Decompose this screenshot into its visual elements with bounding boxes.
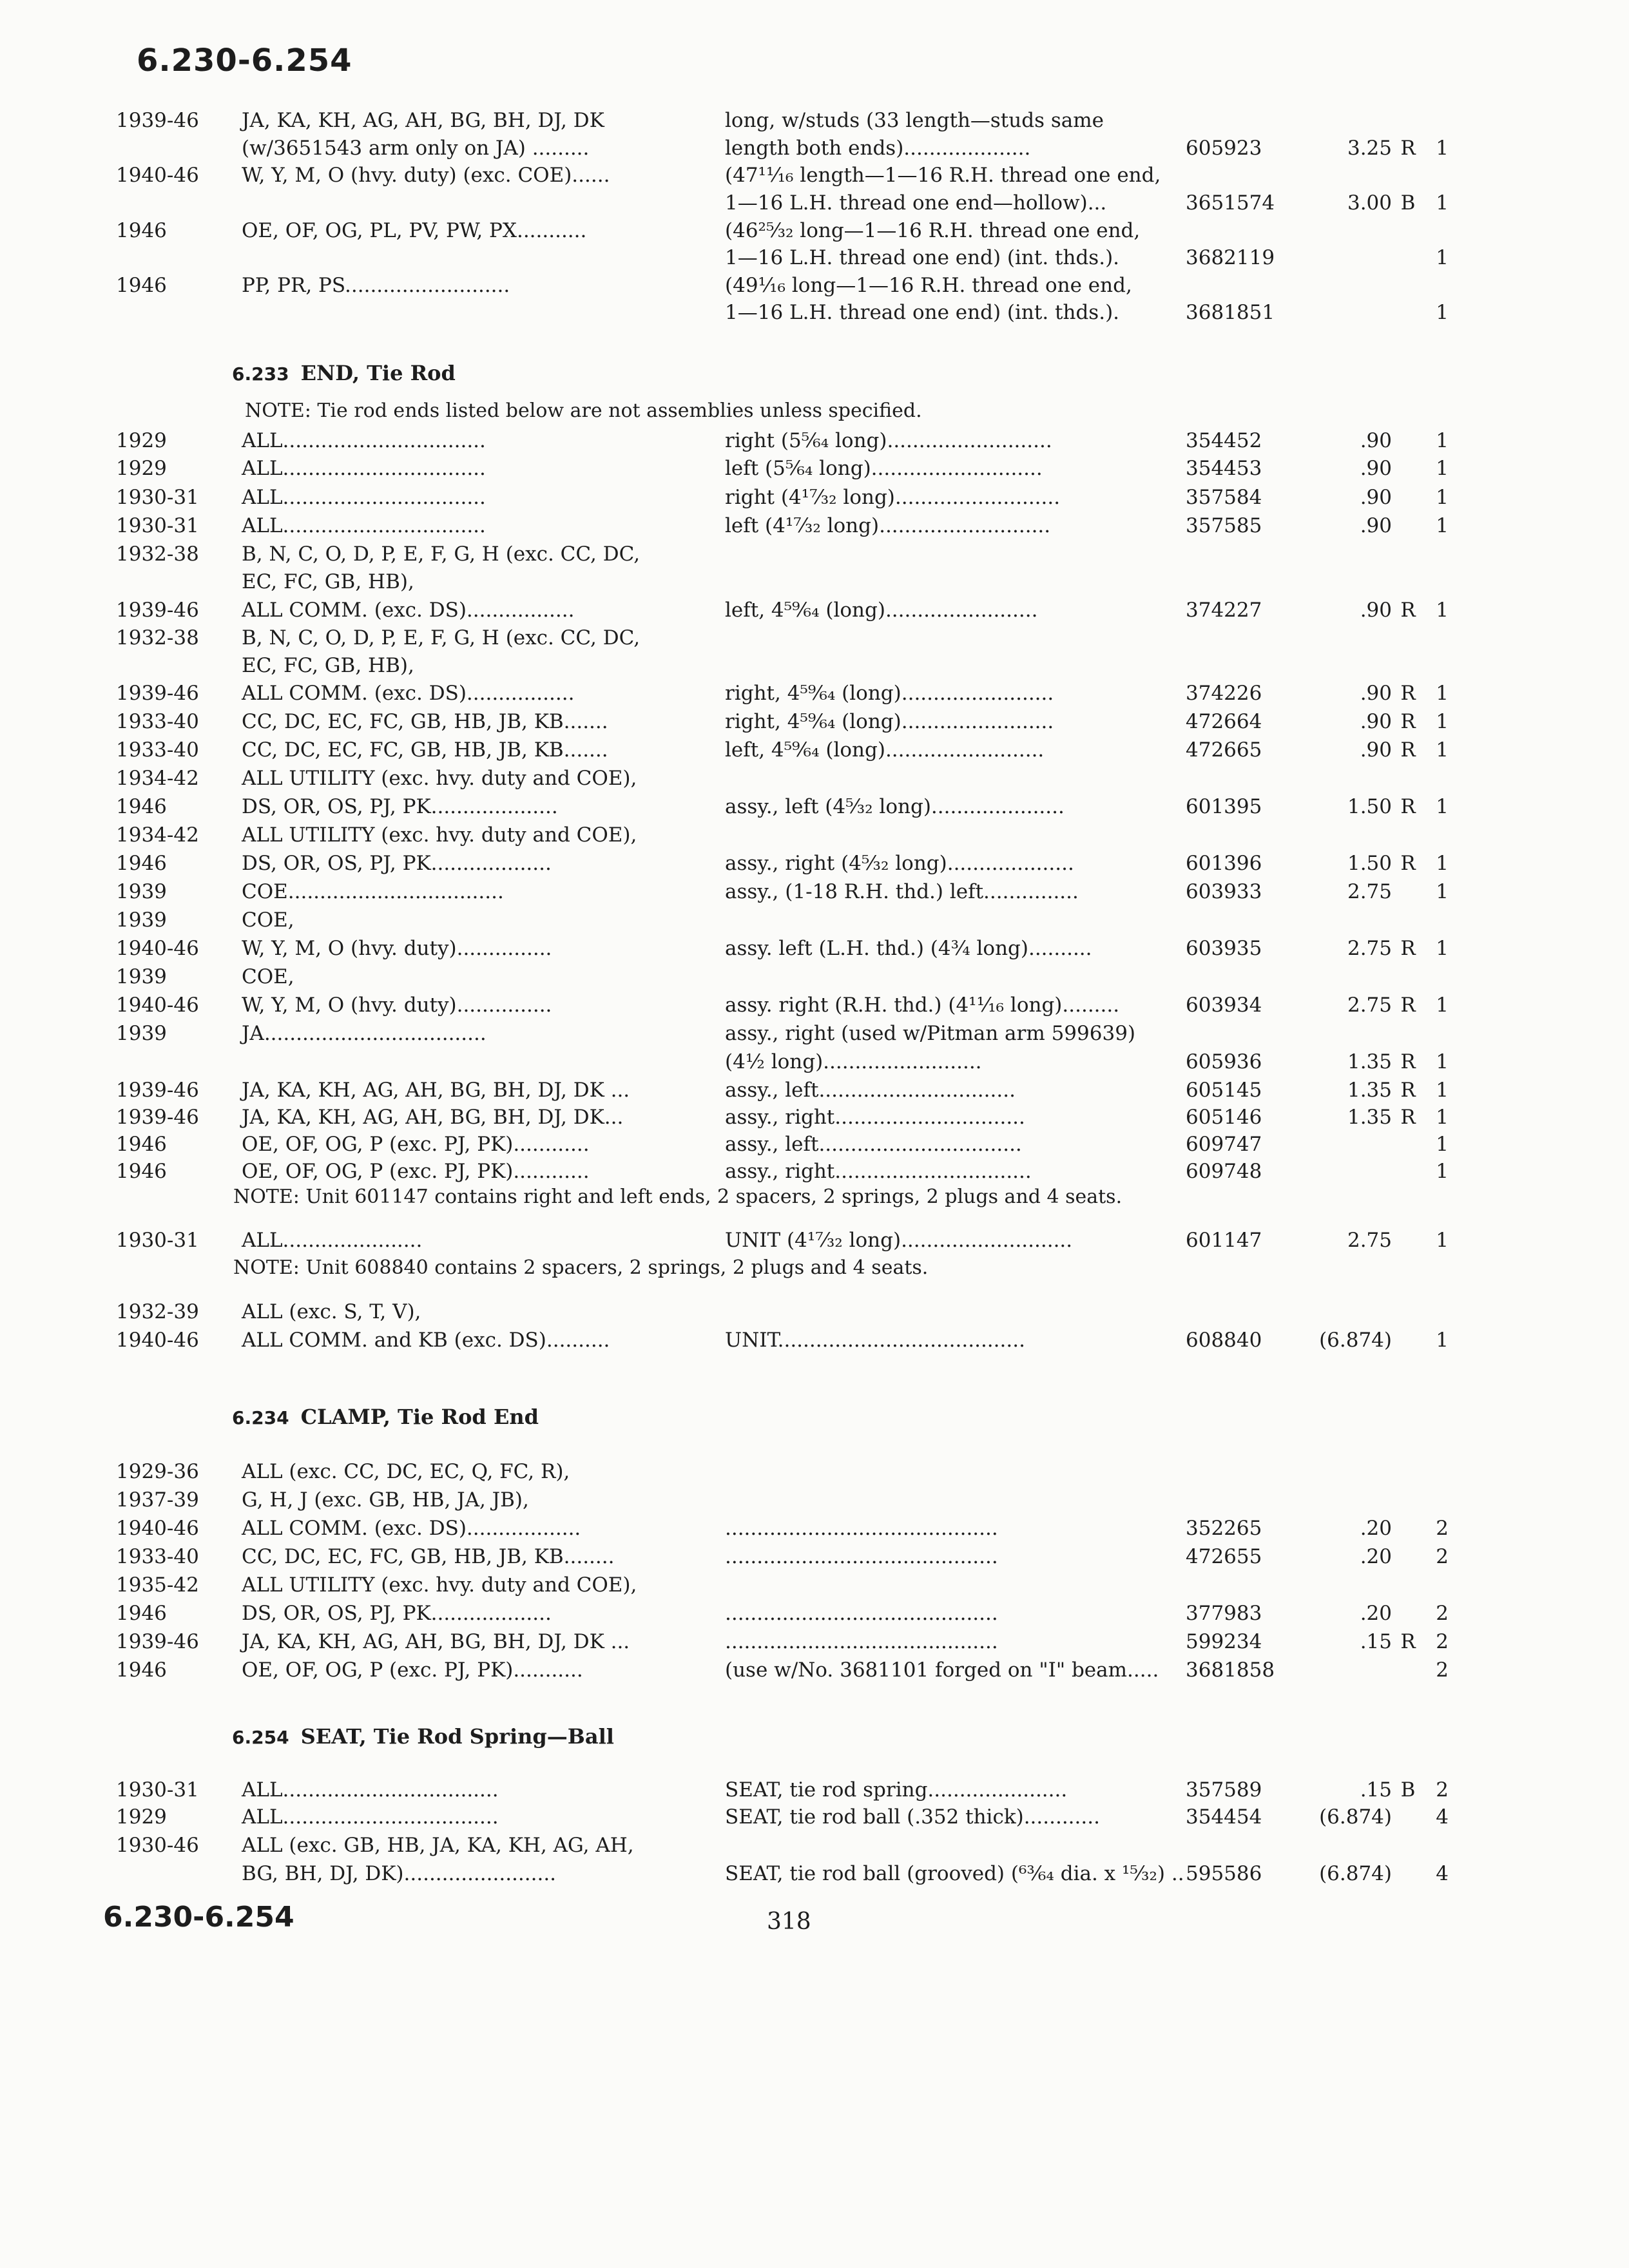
part-number-cell: 599234: [1186, 1630, 1262, 1653]
parts-row: [0, 1326, 1629, 1354]
parts-row: [0, 1860, 1629, 1888]
description-cell: assy., right...............................: [725, 1160, 1032, 1183]
year-cell: 1933-40: [116, 710, 199, 733]
part-number-cell: 605145: [1186, 1079, 1262, 1102]
note-text: NOTE: Unit 608840 contains 2 spacers, 2 springs, 2 plugs and 4 seats.: [233, 1256, 929, 1279]
parts-row: [0, 512, 1629, 540]
description-cell: assy. right (R.H. thd.) (4¹¹⁄₁₆ long).........: [725, 994, 1120, 1017]
parts-row: [0, 134, 1629, 162]
quantity-cell: 1: [1436, 795, 1449, 818]
page-footer: 6.230-6.254: [103, 1901, 294, 1934]
description-cell: left (4¹⁷⁄₃₂ long)...........................: [725, 514, 1051, 537]
year-cell: 1933-40: [116, 1545, 199, 1568]
models-cell: ALL UTILITY (exc. hvy. duty and COE),: [242, 767, 637, 790]
description-cell: assy., right (used w/Pitman arm 599639): [725, 1022, 1136, 1045]
year-cell: 1946: [116, 795, 167, 818]
year-cell: 1946: [116, 1160, 167, 1183]
year-cell: 1930-46: [116, 1834, 199, 1857]
price-cell: .15: [1360, 1630, 1392, 1653]
year-cell: 1940-46: [116, 164, 199, 187]
models-cell: DS, OR, OS, PJ, PK...................: [242, 1602, 552, 1625]
description-cell: assy., (1-18 R.H. thd.) left...............: [725, 880, 1079, 903]
parts-row: [0, 1130, 1629, 1158]
description-cell: right, 4⁵⁹⁄₆₄ (long)........................: [725, 710, 1054, 733]
models-cell: ALL (exc. GB, HB, JA, KA, KH, AG, AH,: [242, 1834, 634, 1857]
parts-row: [0, 427, 1629, 455]
part-number-cell: 357589: [1186, 1778, 1262, 1802]
description-cell: right (5⁵⁄₆₄ long)..........................: [725, 429, 1052, 452]
models-cell: JA, KA, KH, AG, AH, BG, BH, DJ, DK...: [242, 1106, 624, 1129]
models-cell: PP, PR, PS..........................: [242, 274, 510, 297]
quantity-cell: 1: [1436, 1160, 1449, 1183]
quantity-cell: 1: [1436, 486, 1449, 509]
code-cell: R: [1400, 1630, 1416, 1653]
description-cell: left, 4⁵⁹⁄₆₄ (long)........................: [725, 599, 1038, 622]
price-cell: 1.35: [1347, 1106, 1392, 1129]
year-cell: 1939-46: [116, 599, 199, 622]
description-cell: long, w/studs (33 length—studs same: [725, 109, 1104, 132]
parts-row: [0, 849, 1629, 878]
note-text: NOTE: Tie rod ends listed below are not assemblies unless specified.: [245, 399, 922, 422]
price-cell: .20: [1360, 1545, 1392, 1568]
models-cell: ALL COMM. (exc. DS).................: [242, 682, 575, 705]
quantity-cell: 1: [1436, 1229, 1449, 1252]
parts-row: [0, 1486, 1629, 1514]
models-cell: W, Y, M, O (hvy. duty) (exc. COE)......: [242, 164, 610, 187]
parts-row: [0, 106, 1629, 135]
year-cell: 1939-46: [116, 109, 199, 132]
quantity-cell: 1: [1436, 994, 1449, 1017]
models-cell: BG, BH, DJ, DK)........................: [242, 1862, 557, 1885]
parts-row: [0, 878, 1629, 906]
section-title-text: CLAMP, Tie Rod End: [300, 1405, 539, 1429]
parts-row: [0, 1514, 1629, 1542]
parts-row: [0, 1656, 1629, 1684]
year-cell: 1940-46: [116, 1517, 199, 1540]
year-cell: 1939-46: [116, 682, 199, 705]
price-cell: 1.50: [1347, 852, 1392, 875]
price-cell: 1.50: [1347, 795, 1392, 818]
quantity-cell: 1: [1436, 710, 1449, 733]
part-number-cell: 605146: [1186, 1106, 1262, 1129]
part-number-cell: 374227: [1186, 599, 1262, 622]
year-cell: 1929: [116, 429, 167, 452]
models-cell: CC, DC, EC, FC, GB, HB, JB, KB.......: [242, 738, 608, 762]
code-cell: R: [1400, 137, 1416, 160]
year-cell: 1929: [116, 457, 167, 480]
parts-row: [0, 1103, 1629, 1131]
models-cell: ALL (exc. CC, DC, EC, Q, FC, R),: [242, 1460, 570, 1483]
part-number-cell: 3682119: [1186, 246, 1275, 269]
code-cell: R: [1400, 795, 1416, 818]
parts-row: [0, 454, 1629, 483]
quantity-cell: 1: [1436, 1106, 1449, 1129]
year-cell: 1946: [116, 852, 167, 875]
part-number-cell: 608840: [1186, 1329, 1262, 1352]
parts-row: [0, 991, 1629, 1019]
models-cell: ALL..................................: [242, 1778, 499, 1802]
section-number: 6.234: [232, 1407, 289, 1428]
code-cell: R: [1400, 1050, 1416, 1073]
parts-row: [0, 1831, 1629, 1860]
parts-row: [0, 244, 1629, 272]
part-number-cell: 605923: [1186, 137, 1262, 160]
description-cell: assy., right (4⁵⁄₃₂ long)....................: [725, 852, 1074, 875]
quantity-cell: 1: [1436, 880, 1449, 903]
description-cell: ...........................................: [725, 1630, 998, 1653]
models-cell: JA, KA, KH, AG, AH, BG, BH, DJ, DK ...: [242, 1630, 630, 1653]
models-cell: CC, DC, EC, FC, GB, HB, JB, KB........: [242, 1545, 615, 1568]
part-number-cell: 472664: [1186, 710, 1262, 733]
year-cell: 1937-39: [116, 1488, 199, 1512]
description-cell: (49¹⁄₁₆ long—1—16 R.H. thread one end,: [725, 274, 1132, 297]
description-cell: assy. left (L.H. thd.) (4³⁄₄ long)..........: [725, 937, 1092, 960]
section-heading: [232, 1724, 614, 1749]
price-cell: .90: [1360, 429, 1392, 452]
price-cell: .90: [1360, 738, 1392, 762]
year-cell: 1930-31: [116, 1778, 199, 1802]
quantity-cell: 1: [1436, 514, 1449, 537]
description-cell: SEAT, tie rod ball (grooved) (⁶³⁄₆₄ dia. x ¹⁵⁄₃₂) ..: [725, 1862, 1184, 1885]
description-cell: right, 4⁵⁹⁄₆₄ (long)........................: [725, 682, 1054, 705]
year-cell: 1940-46: [116, 994, 199, 1017]
parts-row: [0, 568, 1629, 596]
models-cell: W, Y, M, O (hvy. duty)...............: [242, 994, 552, 1017]
models-cell: OE, OF, OG, P (exc. PJ, PK)............: [242, 1133, 590, 1156]
quantity-cell: 1: [1436, 1133, 1449, 1156]
description-cell: left, 4⁵⁹⁄₆₄ (long).........................: [725, 738, 1045, 762]
section-title-text: END, Tie Rod: [300, 361, 456, 385]
description-cell: 1—16 L.H. thread one end) (int. thds.).: [725, 301, 1120, 324]
models-cell: ALL................................: [242, 514, 486, 537]
models-cell: ALL................................: [242, 429, 486, 452]
models-cell: G, H, J (exc. GB, HB, JA, JB),: [242, 1488, 529, 1512]
quantity-cell: 1: [1436, 599, 1449, 622]
parts-row: [0, 764, 1629, 793]
description-cell: 1—16 L.H. thread one end—hollow)...: [725, 191, 1107, 215]
quantity-cell: 2: [1436, 1545, 1449, 1568]
models-cell: OE, OF, OG, P (exc. PJ, PK)...........: [242, 1658, 583, 1682]
price-cell: .90: [1360, 710, 1392, 733]
quantity-cell: 4: [1436, 1805, 1449, 1829]
price-cell: .90: [1360, 514, 1392, 537]
year-cell: 1934-42: [116, 767, 199, 790]
models-cell: ALL COMM. (exc. DS).................: [242, 599, 575, 622]
description-cell: assy., left................................: [725, 1133, 1022, 1156]
price-cell: .20: [1360, 1517, 1392, 1540]
price-cell: .90: [1360, 682, 1392, 705]
code-cell: B: [1400, 1778, 1416, 1802]
description-cell: assy., right..............................: [725, 1106, 1025, 1129]
parts-row: [0, 821, 1629, 849]
section-title-text: SEAT, Tie Rod Spring—Ball: [300, 1724, 614, 1749]
models-cell: ALL UTILITY (exc. hvy. duty and COE),: [242, 1573, 637, 1597]
parts-row: [0, 707, 1629, 736]
year-cell: 1939: [116, 965, 167, 988]
parts-row: [0, 1628, 1629, 1656]
price-cell: (6.874): [1319, 1805, 1392, 1829]
description-cell: ...........................................: [725, 1602, 998, 1625]
models-cell: ALL COMM. (exc. DS)..................: [242, 1517, 581, 1540]
code-cell: R: [1400, 682, 1416, 705]
models-cell: ALL................................: [242, 457, 486, 480]
models-cell: ALL (exc. S, T, V),: [242, 1300, 421, 1323]
part-number-cell: 354454: [1186, 1805, 1262, 1829]
year-cell: 1929: [116, 1805, 167, 1829]
models-cell: ALL......................: [242, 1229, 423, 1252]
models-cell: (w/3651543 arm only on JA) .........: [242, 137, 590, 160]
models-cell: COE,: [242, 908, 294, 932]
models-cell: B, N, C, O, D, P, E, F, G, H (exc. CC, DC,: [242, 543, 641, 566]
price-cell: 1.35: [1347, 1050, 1392, 1073]
year-cell: 1930-31: [116, 486, 199, 509]
models-cell: OE, OF, OG, P (exc. PJ, PK)............: [242, 1160, 590, 1183]
price-cell: .15: [1360, 1778, 1392, 1802]
part-number-cell: 601147: [1186, 1229, 1262, 1252]
part-number-cell: 3681858: [1186, 1658, 1275, 1682]
section-number: 6.233: [232, 363, 289, 385]
parts-row: [0, 540, 1629, 568]
year-cell: 1932-38: [116, 626, 199, 649]
models-cell: COE,: [242, 965, 294, 988]
code-cell: R: [1400, 994, 1416, 1017]
quantity-cell: 2: [1436, 1517, 1449, 1540]
part-number-cell: 472665: [1186, 738, 1262, 762]
description-cell: assy., left (4⁵⁄₃₂ long).....................: [725, 795, 1065, 818]
parts-row: [0, 736, 1629, 764]
models-cell: ALL COMM. and KB (exc. DS)..........: [242, 1329, 610, 1352]
description-cell: 1—16 L.H. thread one end) (int. thds.).: [725, 246, 1120, 269]
price-cell: .20: [1360, 1602, 1392, 1625]
part-number-cell: 3681851: [1186, 301, 1275, 324]
part-number-cell: 603935: [1186, 937, 1262, 960]
price-cell: (6.874): [1319, 1862, 1392, 1885]
models-cell: COE..................................: [242, 880, 504, 903]
year-cell: 1946: [116, 1133, 167, 1156]
quantity-cell: 1: [1436, 457, 1449, 480]
year-cell: 1939: [116, 1022, 167, 1045]
models-cell: ALL..................................: [242, 1805, 499, 1829]
parts-row: [0, 679, 1629, 707]
year-cell: 1946: [116, 1658, 167, 1682]
code-cell: R: [1400, 937, 1416, 960]
section-heading: [232, 361, 456, 385]
code-cell: B: [1400, 191, 1416, 215]
quantity-cell: 2: [1436, 1602, 1449, 1625]
part-number-cell: 595586: [1186, 1862, 1262, 1885]
quantity-cell: 1: [1436, 852, 1449, 875]
parts-row: [0, 1298, 1629, 1326]
year-cell: 1929-36: [116, 1460, 199, 1483]
parts-row: [0, 963, 1629, 991]
price-cell: .90: [1360, 486, 1392, 509]
part-number-cell: 374226: [1186, 682, 1262, 705]
parts-row: [0, 1019, 1629, 1048]
year-cell: 1932-38: [116, 543, 199, 566]
quantity-cell: 1: [1436, 1329, 1449, 1352]
description-cell: ...........................................: [725, 1517, 998, 1540]
price-cell: 2.75: [1347, 937, 1392, 960]
code-cell: R: [1400, 1106, 1416, 1129]
quantity-cell: 4: [1436, 1862, 1449, 1885]
parts-row: [0, 793, 1629, 821]
parts-row: [0, 1076, 1629, 1104]
parts-row: [0, 1542, 1629, 1571]
year-cell: 1935-42: [116, 1573, 199, 1597]
code-cell: R: [1400, 852, 1416, 875]
parts-row: [0, 596, 1629, 624]
part-number-cell: 603933: [1186, 880, 1262, 903]
year-cell: 1930-31: [116, 514, 199, 537]
description-cell: SEAT, tie rod ball (.352 thick)............: [725, 1805, 1100, 1829]
models-cell: OE, OF, OG, PL, PV, PW, PX...........: [242, 219, 587, 242]
parts-row: [0, 651, 1629, 680]
models-cell: ALL UTILITY (exc. hvy. duty and COE),: [242, 823, 637, 847]
parts-row: [0, 298, 1629, 327]
models-cell: CC, DC, EC, FC, GB, HB, JB, KB.......: [242, 710, 608, 733]
price-cell: 2.75: [1347, 880, 1392, 903]
part-number-cell: 3651574: [1186, 191, 1275, 215]
quantity-cell: 1: [1436, 429, 1449, 452]
part-number-cell: 354453: [1186, 457, 1262, 480]
year-cell: 1939: [116, 908, 167, 932]
parts-row: [0, 934, 1629, 963]
quantity-cell: 1: [1436, 937, 1449, 960]
price-cell: 3.00: [1347, 191, 1392, 215]
year-cell: 1939: [116, 880, 167, 903]
part-number-cell: 609748: [1186, 1160, 1262, 1183]
description-cell: right (4¹⁷⁄₃₂ long)..........................: [725, 486, 1061, 509]
year-cell: 1930-31: [116, 1229, 199, 1252]
parts-row: [0, 1226, 1629, 1254]
models-cell: JA, KA, KH, AG, AH, BG, BH, DJ, DK: [242, 109, 604, 132]
parts-row: [0, 1803, 1629, 1831]
quantity-cell: 1: [1436, 301, 1449, 324]
models-cell: EC, FC, GB, HB),: [242, 570, 414, 593]
year-cell: 1932-39: [116, 1300, 199, 1323]
models-cell: B, N, C, O, D, P, E, F, G, H (exc. CC, DC,: [242, 626, 641, 649]
parts-row: [0, 483, 1629, 512]
price-cell: 2.75: [1347, 1229, 1392, 1252]
price-cell: .90: [1360, 457, 1392, 480]
price-cell: 1.35: [1347, 1079, 1392, 1102]
quantity-cell: 2: [1436, 1630, 1449, 1653]
parts-row: [0, 1157, 1629, 1186]
description-cell: (4¹⁄₂ long).........................: [725, 1050, 982, 1073]
models-cell: W, Y, M, O (hvy. duty)...............: [242, 937, 552, 960]
parts-row: [0, 1457, 1629, 1486]
models-cell: EC, FC, GB, HB),: [242, 654, 414, 677]
quantity-cell: 2: [1436, 1778, 1449, 1802]
description-cell: UNIT (4¹⁷⁄₃₂ long)...........................: [725, 1229, 1073, 1252]
description-cell: (46²⁵⁄₃₂ long—1—16 R.H. thread one end,: [725, 219, 1141, 242]
models-cell: DS, OR, OS, PJ, PK...................: [242, 852, 552, 875]
models-cell: DS, OR, OS, PJ, PK....................: [242, 795, 558, 818]
parts-row: [0, 271, 1629, 300]
part-number-cell: 472655: [1186, 1545, 1262, 1568]
parts-row: [0, 1776, 1629, 1804]
year-cell: 1946: [116, 1602, 167, 1625]
year-cell: 1940-46: [116, 937, 199, 960]
parts-row: [0, 161, 1629, 189]
year-cell: 1939-46: [116, 1079, 199, 1102]
description-cell: left (5⁵⁄₆₄ long)...........................: [725, 457, 1043, 480]
page-number: 318: [767, 1908, 811, 1935]
price-cell: 2.75: [1347, 994, 1392, 1017]
description-cell: (47¹¹⁄₁₆ length—1—16 R.H. thread one end,: [725, 164, 1161, 187]
parts-row: [0, 189, 1629, 217]
page-header: 6.230-6.254: [137, 43, 352, 79]
year-cell: 1940-46: [116, 1329, 199, 1352]
quantity-cell: 1: [1436, 682, 1449, 705]
note-text: NOTE: Unit 601147 contains right and left ends, 2 spacers, 2 springs, 2 plugs and 4 seats.: [233, 1186, 1123, 1208]
part-number-cell: 357585: [1186, 514, 1262, 537]
part-number-cell: 352265: [1186, 1517, 1262, 1540]
price-cell: 3.25: [1347, 137, 1392, 160]
part-number-cell: 609747: [1186, 1133, 1262, 1156]
parts-row: [0, 216, 1629, 245]
parts-row: [0, 1599, 1629, 1628]
quantity-cell: 1: [1436, 137, 1449, 160]
code-cell: R: [1400, 599, 1416, 622]
code-cell: R: [1400, 1079, 1416, 1102]
description-cell: assy., left...............................: [725, 1079, 1016, 1102]
description-cell: UNIT.......................................: [725, 1329, 1025, 1352]
part-number-cell: 377983: [1186, 1602, 1262, 1625]
code-cell: R: [1400, 710, 1416, 733]
description-cell: length both ends)....................: [725, 137, 1031, 160]
section-heading: [232, 1405, 539, 1429]
description-cell: (use w/No. 3681101 forged on "I" beam.....: [725, 1658, 1159, 1682]
part-number-cell: 357584: [1186, 486, 1262, 509]
quantity-cell: 2: [1436, 1658, 1449, 1682]
part-number-cell: 601396: [1186, 852, 1262, 875]
part-number-cell: 601395: [1186, 795, 1262, 818]
year-cell: 1946: [116, 274, 167, 297]
quantity-cell: 1: [1436, 1050, 1449, 1073]
quantity-cell: 1: [1436, 1079, 1449, 1102]
parts-row: [0, 1048, 1629, 1076]
year-cell: 1933-40: [116, 738, 199, 762]
quantity-cell: 1: [1436, 246, 1449, 269]
year-cell: 1946: [116, 219, 167, 242]
year-cell: 1934-42: [116, 823, 199, 847]
part-number-cell: 603934: [1186, 994, 1262, 1017]
year-cell: 1939-46: [116, 1106, 199, 1129]
quantity-cell: 1: [1436, 738, 1449, 762]
models-cell: JA...................................: [242, 1022, 487, 1045]
code-cell: R: [1400, 738, 1416, 762]
models-cell: JA, KA, KH, AG, AH, BG, BH, DJ, DK ...: [242, 1079, 630, 1102]
year-cell: 1939-46: [116, 1630, 199, 1653]
description-cell: SEAT, tie rod spring......................: [725, 1778, 1068, 1802]
part-number-cell: 354452: [1186, 429, 1262, 452]
price-cell: .90: [1360, 599, 1392, 622]
parts-row: [0, 624, 1629, 652]
quantity-cell: 1: [1436, 191, 1449, 215]
parts-row: [0, 906, 1629, 934]
part-number-cell: 605936: [1186, 1050, 1262, 1073]
parts-row: [0, 1571, 1629, 1599]
price-cell: (6.874): [1319, 1329, 1392, 1352]
description-cell: ...........................................: [725, 1545, 998, 1568]
models-cell: ALL................................: [242, 486, 486, 509]
section-number: 6.254: [232, 1727, 289, 1748]
